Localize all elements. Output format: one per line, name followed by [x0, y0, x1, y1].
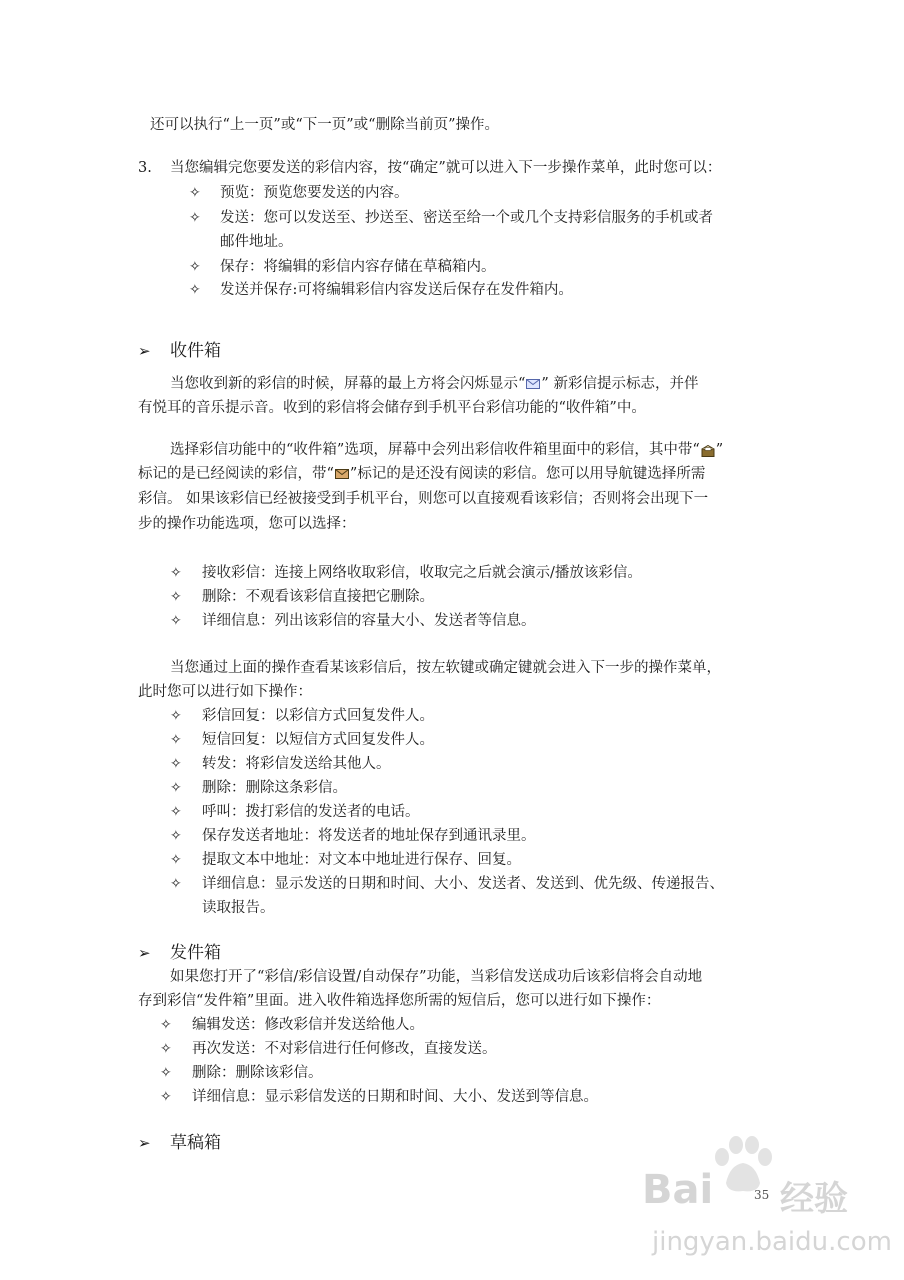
bullet-icon: ✧	[160, 1089, 172, 1105]
watermark-url: jingyan.baidu.com	[652, 1227, 892, 1257]
outbox-para-line1: 如果您打开了“彩信/彩信设置/自动保存”功能，当彩信发送成功后该彩信将会自动地	[170, 969, 703, 985]
paw-icon	[708, 1135, 778, 1195]
drafts-heading: 草稿箱	[170, 1133, 221, 1153]
step-item-cont: 邮件地址。	[220, 234, 293, 250]
inbox-para1-line1	[170, 374, 698, 394]
bullet-icon: ✧	[160, 1041, 172, 1057]
inbox-para3-line2: 此时您可以进行如下操作：	[138, 684, 312, 700]
step-item: 发送：您可以发送至、抄送至、密送至给一个或几个支持彩信服务的手机或者	[220, 210, 713, 226]
bullet-icon: ✧	[189, 282, 201, 298]
inbox-heading: 收件箱	[170, 341, 221, 361]
inbox-action: 呼叫：拨打彩信的发送者的电话。	[202, 804, 420, 820]
inbox-action: 短信回复：以短信方式回复发件人。	[202, 732, 434, 748]
inbox-action: 转发：将彩信发送给其他人。	[202, 756, 391, 772]
bullet-icon: ✧	[189, 210, 201, 226]
intro-line: 还可以执行“上一页”或“下一页”或“删除当前页”操作。	[150, 117, 499, 133]
inbox-action: 删除：删除这条彩信。	[202, 780, 347, 796]
inbox-para2-line1	[170, 440, 723, 460]
inbox-option: 删除：不观看该彩信直接把它删除。	[202, 589, 434, 605]
step-text: 当您编辑完您要发送的彩信内容，按“确定”就可以进入下一步操作菜单，此时您可以：	[170, 160, 722, 176]
outbox-item: 编辑发送：修改彩信并发送给他人。	[192, 1017, 424, 1033]
unread-mail-icon	[335, 469, 349, 479]
bullet-icon: ✧	[170, 708, 182, 724]
inbox-para2-line2	[138, 464, 705, 484]
opened-mail-icon	[701, 445, 715, 455]
step-item: 预览：预览您要发送的内容。	[220, 185, 409, 201]
bullet-icon: ✧	[170, 876, 182, 892]
step-item: 发送并保存:可将编辑彩信内容发送后保存在发件箱内。	[220, 282, 573, 298]
inbox-para3-line1: 当您通过上面的操作查看某该彩信后，按左软键或确定键就会进入下一步的操作菜单，	[170, 660, 721, 676]
inbox-para1-line2: 有悦耳的音乐提示音。收到的彩信将会储存到手机平台彩信功能的“收件箱”中。	[138, 400, 646, 416]
bullet-icon: ✧	[170, 589, 182, 605]
inbox-para2-line3: 彩信。 如果该彩信已经被接受到手机平台，则您可以直接观看该彩信；否则将会出现下一	[138, 491, 709, 507]
inbox-action: 详细信息：显示发送的日期和时间、大小、发送者、发送到、优先级、传递报告、	[202, 876, 724, 892]
bullet-icon: ✧	[170, 756, 182, 772]
inbox-action: 提取文本中地址：对文本中地址进行保存、回复。	[202, 852, 521, 868]
watermark-brand-right: 经验	[780, 1179, 848, 1219]
arrow-bullet-icon: ➢	[138, 1134, 151, 1152]
inbox-para1-text-a: 当您收到新的彩信的时候，屏幕的最上方将会闪烁显示“	[170, 376, 526, 392]
bullet-icon: ✧	[189, 185, 201, 201]
step-item: 保存：将编辑的彩信内容存储在草稿箱内。	[220, 259, 496, 275]
bullet-icon: ✧	[160, 1065, 172, 1081]
bullet-icon: ✧	[170, 732, 182, 748]
bullet-icon: ✧	[189, 259, 201, 275]
inbox-option: 接收彩信：连接上网络收取彩信，收取完之后就会演示/播放该彩信。	[202, 565, 642, 581]
inbox-action-cont: 读取报告。	[202, 900, 275, 916]
watermark-brand-left: Bai	[642, 1167, 714, 1213]
arrow-bullet-icon: ➢	[138, 342, 151, 360]
inbox-para2-line2-a: 标记的是已经阅读的彩信，带“	[138, 466, 334, 482]
inbox-para2-text-b: ”	[715, 442, 724, 458]
inbox-action: 保存发送者地址：将发送者的地址保存到通讯录里。	[202, 828, 536, 844]
bullet-icon: ✧	[170, 828, 182, 844]
bullet-icon: ✧	[160, 1017, 172, 1033]
bullet-icon: ✧	[170, 804, 182, 820]
page-number: 35	[754, 1188, 770, 1202]
bullet-icon: ✧	[170, 565, 182, 581]
outbox-item: 详细信息：显示彩信发送的日期和时间、大小、发送到等信息。	[192, 1089, 598, 1105]
bullet-icon: ✧	[170, 852, 182, 868]
inbox-para2-text-a: 选择彩信功能中的“收件箱”选项，屏幕中会列出彩信收件箱里面中的彩信，其中带“	[170, 442, 700, 458]
step-number: 3.	[138, 160, 152, 176]
baidu-watermark	[640, 1135, 890, 1275]
bullet-icon: ✧	[170, 780, 182, 796]
inbox-para1-text-b: ” 新彩信提示标志，并伴	[541, 376, 699, 392]
inbox-option: 详细信息：列出该彩信的容量大小、发送者等信息。	[202, 613, 536, 629]
outbox-para-line2: 存到彩信“发件箱”里面。进入收件箱选择您所需的短信后，您可以进行如下操作：	[138, 993, 661, 1009]
outbox-item: 再次发送：不对彩信进行任何修改，直接发送。	[192, 1041, 497, 1057]
bullet-icon: ✧	[170, 613, 182, 629]
inbox-para2-line4: 步的操作功能选项，您可以选择：	[138, 516, 356, 532]
outbox-heading: 发件箱	[170, 943, 221, 963]
envelope-icon	[526, 379, 540, 389]
inbox-para2-line2-b: ”标记的是还没有阅读的彩信。您可以用导航键选择所需	[349, 466, 706, 482]
outbox-item: 删除：删除该彩信。	[192, 1065, 323, 1081]
arrow-bullet-icon: ➢	[138, 944, 151, 962]
inbox-action: 彩信回复：以彩信方式回复发件人。	[202, 708, 434, 724]
